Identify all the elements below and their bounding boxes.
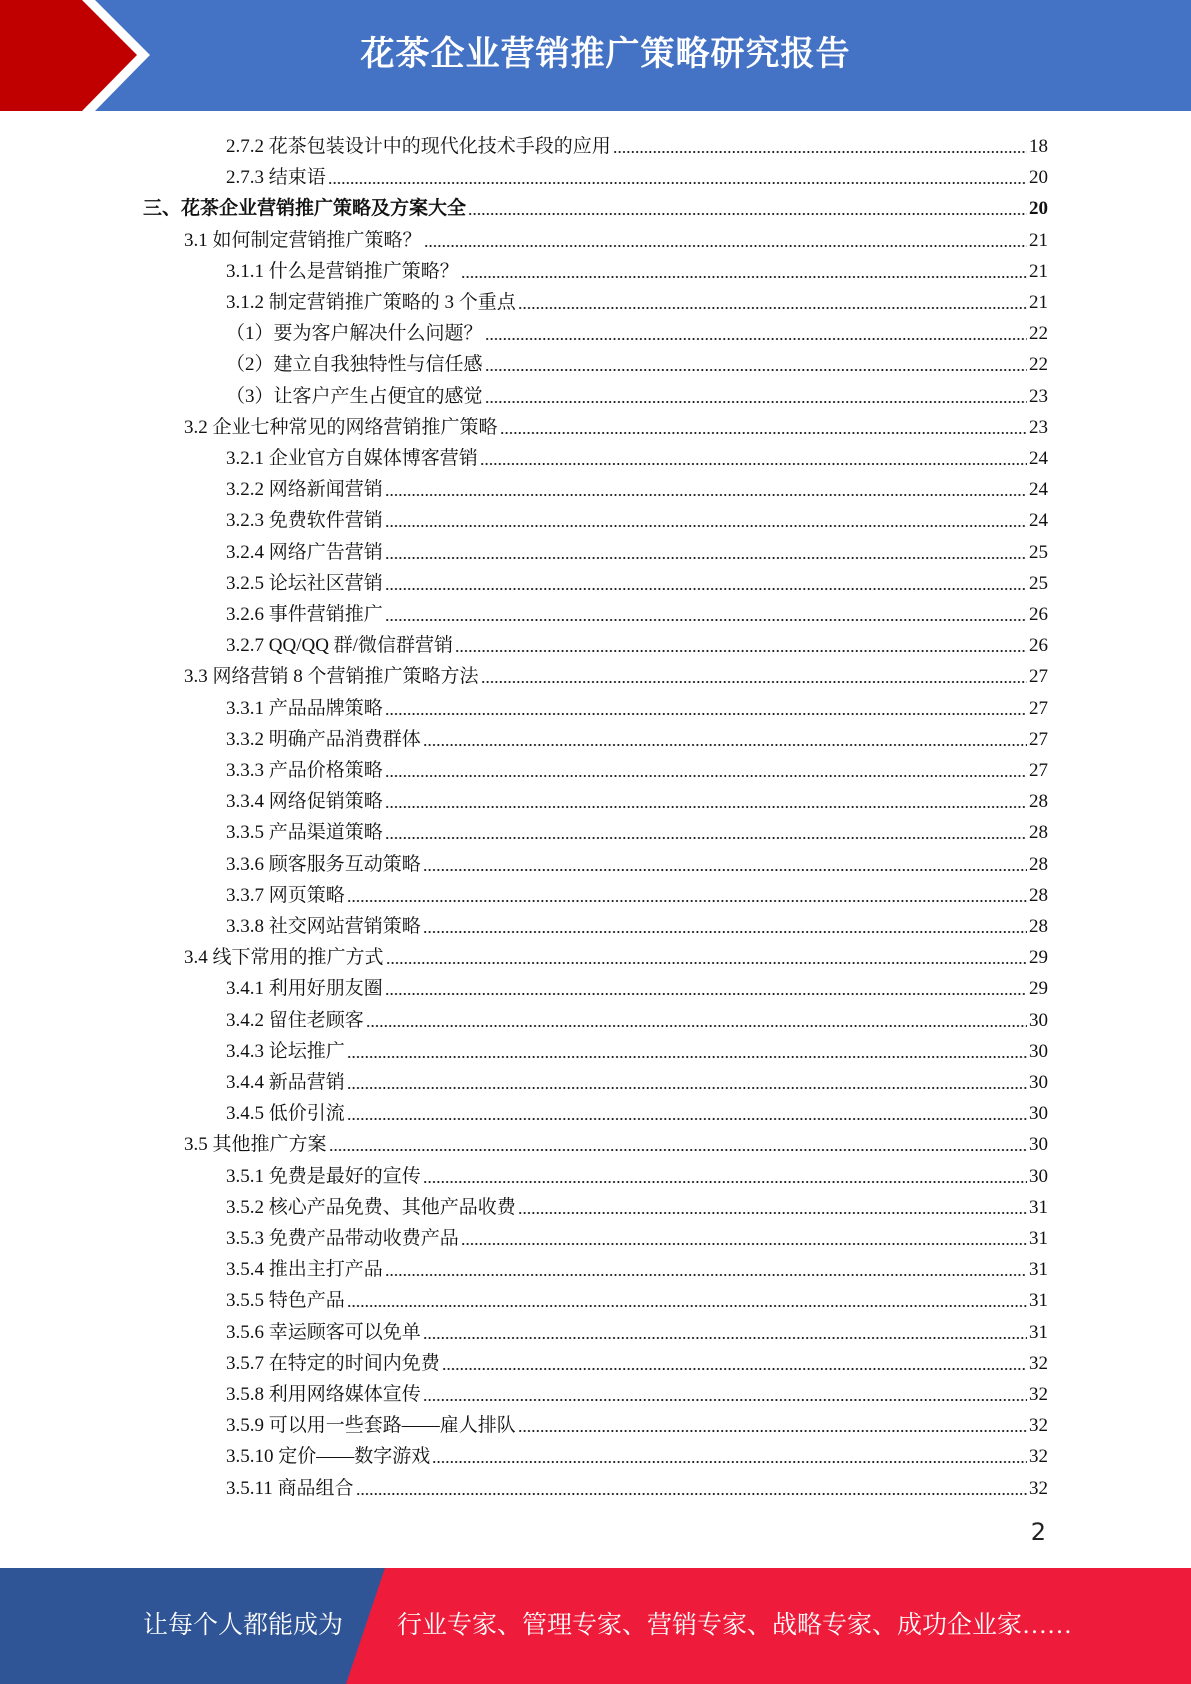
toc-entry[interactable] bbox=[226, 1344, 1048, 1375]
toc-dot-leader bbox=[347, 1052, 1027, 1058]
toc-entry-page: 24 bbox=[1029, 448, 1048, 469]
toc-dot-leader bbox=[328, 178, 1027, 184]
toc-entry-page: 32 bbox=[1029, 1415, 1048, 1437]
toc-entry-label: 3.5 其他推广方案 bbox=[184, 1134, 327, 1156]
toc-entry-page: 31 bbox=[1029, 1228, 1048, 1249]
toc-entry-page: 31 bbox=[1029, 1259, 1048, 1281]
toc-entry-page: 30 bbox=[1029, 1134, 1048, 1156]
toc-entry-label: 3.2.2 网络新闻营销 bbox=[226, 479, 383, 501]
toc-entry-label: 3.2.7 QQ/QQ 群/微信群营销 bbox=[226, 635, 453, 657]
toc-dot-leader bbox=[385, 521, 1027, 527]
toc-entry[interactable] bbox=[143, 189, 1048, 220]
toc-entry-label: 3.5.2 核心产品免费、其他产品收费 bbox=[226, 1196, 516, 1218]
toc-dot-leader bbox=[385, 615, 1027, 621]
toc-entry[interactable] bbox=[226, 127, 1048, 158]
toc-entry-page: 28 bbox=[1029, 884, 1048, 906]
toc-entry-label: 3.4.3 论坛推广 bbox=[226, 1040, 345, 1062]
document-title: 花茶企业营销推广策略研究报告 bbox=[360, 34, 851, 74]
toc-entry[interactable] bbox=[226, 1375, 1048, 1406]
toc-dot-leader bbox=[424, 241, 1027, 247]
toc-entry[interactable] bbox=[184, 938, 1048, 969]
toc-entry[interactable] bbox=[226, 1313, 1048, 1344]
toc-entry-label: 3.2.5 论坛社区营销 bbox=[226, 572, 383, 594]
toc-dot-leader bbox=[423, 740, 1027, 746]
toc-entry-page: 32 bbox=[1029, 1477, 1048, 1499]
toc-entry[interactable] bbox=[226, 158, 1048, 189]
toc-dot-leader bbox=[455, 646, 1027, 652]
toc-entry-label: 3.2 企业七种常见的网络营销推广策略 bbox=[184, 416, 498, 438]
toc-entry[interactable] bbox=[226, 876, 1048, 907]
toc-dot-leader bbox=[385, 709, 1027, 715]
toc-dot-leader bbox=[461, 1239, 1027, 1245]
toc-entry-page: 28 bbox=[1029, 916, 1048, 937]
toc-entry[interactable] bbox=[226, 252, 1048, 283]
toc-dot-leader bbox=[385, 584, 1027, 590]
toc-entry[interactable] bbox=[226, 907, 1048, 938]
toc-dot-leader bbox=[485, 397, 1027, 403]
toc-dot-leader bbox=[423, 927, 1027, 933]
toc-entry-label: 2.7.3 结束语 bbox=[226, 167, 326, 189]
toc-dot-leader bbox=[500, 428, 1027, 434]
toc-dot-leader bbox=[385, 771, 1027, 777]
toc-entry[interactable] bbox=[226, 1063, 1048, 1094]
toc-entry[interactable] bbox=[226, 1094, 1048, 1125]
toc-dot-leader bbox=[423, 865, 1027, 871]
toc-entry[interactable] bbox=[226, 689, 1048, 720]
toc-entry-label: 3.5.8 利用网络媒体宣传 bbox=[226, 1384, 421, 1405]
footer-slogan-right: 行业专家、管理专家、营销专家、战略专家、成功企业家…… bbox=[397, 1612, 1073, 1639]
toc-entry[interactable] bbox=[226, 595, 1048, 626]
toc-entry[interactable] bbox=[226, 1032, 1048, 1063]
toc-entry-page: 24 bbox=[1029, 479, 1048, 501]
toc-entry-page: 28 bbox=[1029, 822, 1048, 844]
toc-entry[interactable] bbox=[226, 345, 1048, 376]
toc-entry-label: 3.3.4 网络促销策略 bbox=[226, 791, 383, 813]
toc-entry-label: 3.1.2 制定营销推广策略的 3 个重点 bbox=[226, 292, 516, 313]
toc-entry[interactable] bbox=[226, 1406, 1048, 1437]
toc-entry-label: 3.3.6 顾客服务互动策略 bbox=[226, 853, 421, 875]
toc-entry-label: （1）要为客户解决什么问题？ bbox=[226, 323, 483, 345]
toc-entry-page: 24 bbox=[1029, 510, 1048, 532]
footer-slogan-left: 让每个人都能成为 bbox=[143, 1612, 344, 1639]
toc-entry-label: 3.4.5 低价引流 bbox=[226, 1103, 345, 1125]
toc-entry[interactable] bbox=[184, 408, 1048, 439]
toc-entry[interactable] bbox=[226, 1469, 1048, 1500]
toc-entry[interactable] bbox=[226, 1219, 1048, 1250]
toc-entry[interactable] bbox=[184, 1125, 1048, 1156]
toc-entry-page: 32 bbox=[1029, 1446, 1048, 1468]
toc-entry-label: 3.5.5 特色产品 bbox=[226, 1290, 345, 1312]
toc-dot-leader bbox=[518, 1426, 1027, 1432]
toc-entry[interactable] bbox=[226, 1437, 1048, 1468]
toc-dot-leader bbox=[385, 833, 1027, 839]
toc-entry[interactable] bbox=[226, 1157, 1048, 1188]
toc-entry-label: （2）建立自我独特性与信任感 bbox=[226, 354, 483, 376]
toc-entry[interactable] bbox=[226, 283, 1048, 314]
toc-entry-page: 25 bbox=[1029, 541, 1048, 563]
toc-entry-page: 21 bbox=[1029, 292, 1048, 313]
toc-dot-leader bbox=[485, 365, 1027, 371]
toc-entry[interactable] bbox=[226, 1281, 1048, 1312]
toc-entry-page: 28 bbox=[1029, 853, 1048, 875]
toc-entry-label: 3.5.1 免费是最好的宣传 bbox=[226, 1165, 421, 1187]
toc-dot-leader bbox=[347, 1301, 1027, 1307]
toc-dot-leader bbox=[423, 1333, 1027, 1339]
toc-entry-page: 21 bbox=[1029, 229, 1048, 251]
toc-entry-label: 3.5.10 定价——数字游戏 bbox=[226, 1446, 431, 1468]
toc-entry-page: 27 bbox=[1029, 728, 1048, 750]
toc-entry-page: 30 bbox=[1029, 1103, 1048, 1125]
toc-entry-label: 3.4.1 利用好朋友圈 bbox=[226, 978, 383, 1000]
toc-entry[interactable] bbox=[226, 1188, 1048, 1219]
toc-entry-label: 3.1.1 什么是营销推广策略？ bbox=[226, 260, 459, 282]
toc-dot-leader bbox=[518, 1208, 1027, 1214]
toc-dot-leader bbox=[485, 334, 1027, 340]
toc-entry-page: 29 bbox=[1029, 978, 1048, 1000]
toc-dot-leader bbox=[347, 896, 1027, 902]
toc-entry-label: 3.3 网络营销 8 个营销推广策略方法 bbox=[184, 666, 479, 688]
toc-dot-leader bbox=[461, 272, 1027, 278]
toc-dot-leader bbox=[423, 1177, 1027, 1183]
toc-dot-leader bbox=[518, 303, 1027, 309]
toc-entry[interactable] bbox=[226, 1250, 1048, 1281]
toc-entry-page: 28 bbox=[1029, 791, 1048, 813]
toc-dot-leader bbox=[347, 1083, 1027, 1089]
toc-entry-label: 3.2.3 免费软件营销 bbox=[226, 510, 383, 532]
toc-dot-leader bbox=[385, 553, 1027, 559]
toc-entry-page: 30 bbox=[1029, 1072, 1048, 1093]
toc-dot-leader bbox=[385, 802, 1027, 808]
toc-entry-label: 3.4.2 留住老顾客 bbox=[226, 1009, 364, 1031]
toc-entry[interactable] bbox=[226, 782, 1048, 813]
toc-dot-leader bbox=[432, 1457, 1027, 1463]
toc-entry-page: 25 bbox=[1029, 572, 1048, 594]
toc-entry-page: 32 bbox=[1029, 1384, 1048, 1405]
toc-entry-label: 3.3.7 网页策略 bbox=[226, 884, 345, 906]
toc-entry-label: 3.5.7 在特定的时间内免费 bbox=[226, 1352, 440, 1374]
toc-dot-leader bbox=[329, 1145, 1027, 1151]
toc-entry[interactable] bbox=[226, 845, 1048, 876]
toc-entry[interactable] bbox=[226, 813, 1048, 844]
toc-entry-page: 23 bbox=[1029, 416, 1048, 438]
toc-dot-leader bbox=[356, 1489, 1027, 1495]
toc-entry[interactable] bbox=[226, 1001, 1048, 1032]
toc-dot-leader bbox=[386, 958, 1027, 964]
page-header bbox=[0, 0, 1191, 111]
toc-entry-label: 3.3.2 明确产品消费群体 bbox=[226, 728, 421, 750]
toc-entry-page: 30 bbox=[1029, 1165, 1048, 1187]
toc-dot-leader bbox=[442, 1364, 1027, 1370]
toc-entry-label: 3.3.3 产品价格策略 bbox=[226, 760, 383, 781]
toc-entry-label: 3.1 如何制定营销推广策略？ bbox=[184, 229, 422, 251]
toc-entry-label: 3.4.4 新品营销 bbox=[226, 1072, 345, 1093]
page-number: 2 bbox=[1030, 1518, 1046, 1546]
toc-entry[interactable] bbox=[226, 377, 1048, 408]
toc-entry[interactable] bbox=[226, 314, 1048, 345]
toc-entry-page: 26 bbox=[1029, 604, 1048, 625]
toc-dot-leader bbox=[385, 490, 1027, 496]
toc-entry-label: （3）让客户产生占便宜的感觉 bbox=[226, 385, 483, 407]
toc-entry[interactable] bbox=[184, 221, 1048, 252]
toc-entry-label: 3.5.9 可以用一些套路——雇人排队 bbox=[226, 1415, 516, 1437]
toc-entry-page: 22 bbox=[1029, 323, 1048, 345]
toc-entry-page: 30 bbox=[1029, 1009, 1048, 1031]
toc-dot-leader bbox=[468, 209, 1027, 215]
toc-entry-page: 27 bbox=[1029, 666, 1048, 688]
toc-entry[interactable] bbox=[226, 720, 1048, 751]
toc-entry-label: 3.2.6 事件营销推广 bbox=[226, 604, 383, 625]
toc-entry-page: 30 bbox=[1029, 1040, 1048, 1062]
toc-entry[interactable] bbox=[226, 564, 1048, 595]
toc-dot-leader bbox=[385, 989, 1027, 995]
toc-dot-leader bbox=[480, 459, 1027, 465]
toc-entry-label: 3.3.1 产品品牌策略 bbox=[226, 697, 383, 719]
toc-entry-label: 3.2.1 企业官方自媒体博客营销 bbox=[226, 448, 478, 469]
page-footer bbox=[0, 1568, 1191, 1684]
toc-dot-leader bbox=[481, 677, 1027, 683]
toc-dot-leader bbox=[423, 1395, 1027, 1401]
toc-entry-page: 21 bbox=[1029, 260, 1048, 282]
toc-entry-page: 27 bbox=[1029, 760, 1048, 781]
toc-entry[interactable] bbox=[226, 439, 1048, 470]
toc-entry-page: 23 bbox=[1029, 385, 1048, 407]
toc-entry-label: 3.5.3 免费产品带动收费产品 bbox=[226, 1228, 459, 1249]
toc-entry-page: 27 bbox=[1029, 697, 1048, 719]
toc-entry-label: 3.5.4 推出主打产品 bbox=[226, 1259, 383, 1281]
toc-entry-label: 3.4 线下常用的推广方式 bbox=[184, 947, 384, 969]
toc-entry-page: 20 bbox=[1029, 198, 1048, 220]
toc-entry-label: 3.5.11 商品组合 bbox=[226, 1477, 354, 1499]
toc-entry-label: 三、花茶企业营销推广策略及方案大全 bbox=[143, 198, 467, 220]
toc-dot-leader bbox=[366, 1021, 1027, 1027]
toc-entry-label: 3.3.8 社交网站营销策略 bbox=[226, 916, 421, 937]
toc-entry-label: 3.2.4 网络广告营销 bbox=[226, 541, 383, 563]
toc-entry-page: 18 bbox=[1029, 136, 1048, 157]
toc-entry[interactable] bbox=[226, 470, 1048, 501]
toc-entry-page: 31 bbox=[1029, 1321, 1048, 1343]
toc-entry-page: 32 bbox=[1029, 1352, 1048, 1374]
toc-entry-page: 31 bbox=[1029, 1290, 1048, 1312]
toc-entry-page: 26 bbox=[1029, 635, 1048, 657]
toc-dot-leader bbox=[347, 1114, 1027, 1120]
toc-entry[interactable] bbox=[226, 533, 1048, 564]
toc-entry[interactable] bbox=[184, 657, 1048, 688]
toc-entry[interactable] bbox=[226, 501, 1048, 532]
toc-entry-page: 20 bbox=[1029, 167, 1048, 189]
toc-entry-label: 3.5.6 幸运顾客可以免单 bbox=[226, 1321, 421, 1343]
toc-entry-label: 2.7.2 花茶包装设计中的现代化技术手段的应用 bbox=[226, 136, 611, 157]
toc-entry[interactable] bbox=[226, 751, 1048, 782]
toc-entry-label: 3.3.5 产品渠道策略 bbox=[226, 822, 383, 844]
toc-entry-page: 29 bbox=[1029, 947, 1048, 969]
toc-dot-leader bbox=[385, 1270, 1027, 1276]
toc-dot-leader bbox=[613, 147, 1027, 153]
toc-entry-page: 22 bbox=[1029, 354, 1048, 376]
toc-entry[interactable] bbox=[226, 626, 1048, 657]
toc-entry-page: 31 bbox=[1029, 1196, 1048, 1218]
toc-entry[interactable] bbox=[226, 969, 1048, 1000]
